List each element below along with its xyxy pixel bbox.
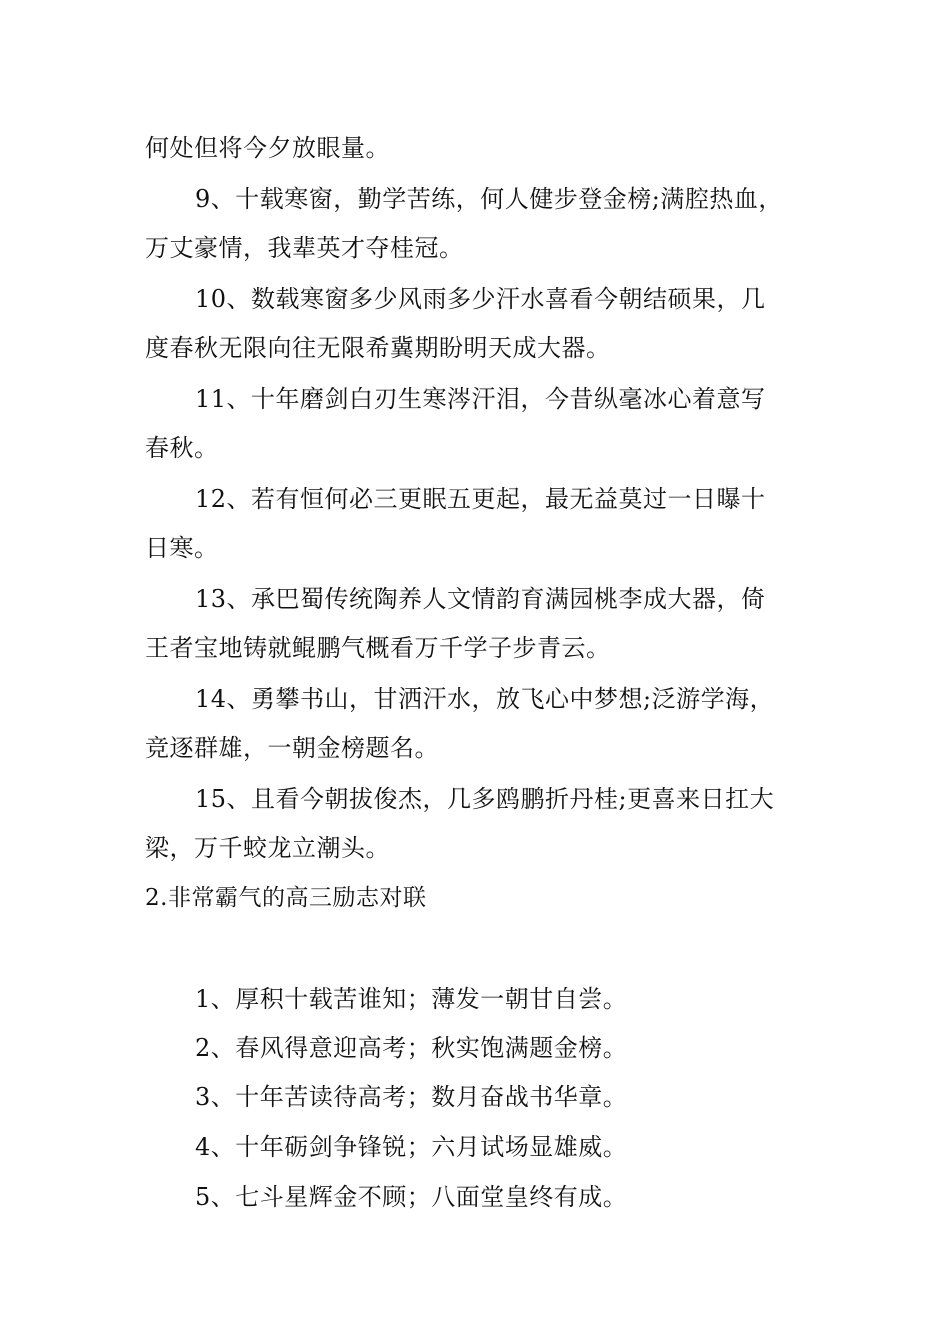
list-item: 1、厚积十载苦谁知；薄发一朝甘自尝。 [195,985,628,1013]
couplet-item-10: 10、数载寒窗多少风雨多少汗水喜看今朝结硕果，几 [195,285,766,313]
text-line: 日寒。 [145,534,219,562]
list-item: 3、十年苦读待高考；数月奋战书华章。 [195,1083,628,1111]
text-line: 万丈豪情，我辈英才夺桂冠。 [145,234,464,262]
couplet-item-15: 15、且看今朝拔俊杰，几多鸥鹏折丹桂;更喜来日扛大 [195,785,775,813]
couplet-item-12: 12、若有恒何必三更眠五更起，最无益莫过一日曝十 [195,485,766,513]
text-line: 竞逐群雄，一朝金榜题名。 [145,734,439,762]
couplet-item-11: 11、十年磨剑白刃生寒涔汗泪，今昔纵毫冰心着意写 [195,385,766,413]
text-line: 梁，万千蛟龙立潮头。 [145,834,390,862]
list-item: 2、春风得意迎高考；秋实饱满题金榜。 [195,1034,628,1062]
text-line: 何处但将今夕放眼量。 [145,134,390,162]
text-line: 春秋。 [145,434,219,462]
list-item: 5、七斗星辉金不顾；八面堂皇终有成。 [195,1183,628,1211]
couplet-item-13: 13、承巴蜀传统陶养人文情韵育满园桃李成大器，倚 [195,585,766,613]
text-line: 度春秋无限向往无限希冀期盼明天成大器。 [145,334,611,362]
section-heading: 2.非常霸气的高三励志对联 [145,885,427,911]
list-item: 4、十年砺剑争锋锐；六月试场显雄威。 [195,1133,628,1161]
couplet-item-14: 14、勇攀书山，甘洒汗水，放飞心中梦想;泛游学海， [195,685,775,713]
couplet-item-9: 9、十载寒窗，勤学苦练，何人健步登金榜;满腔热血， [195,185,783,213]
text-line: 王者宝地铸就鲲鹏气概看万千学子步青云。 [145,634,611,662]
